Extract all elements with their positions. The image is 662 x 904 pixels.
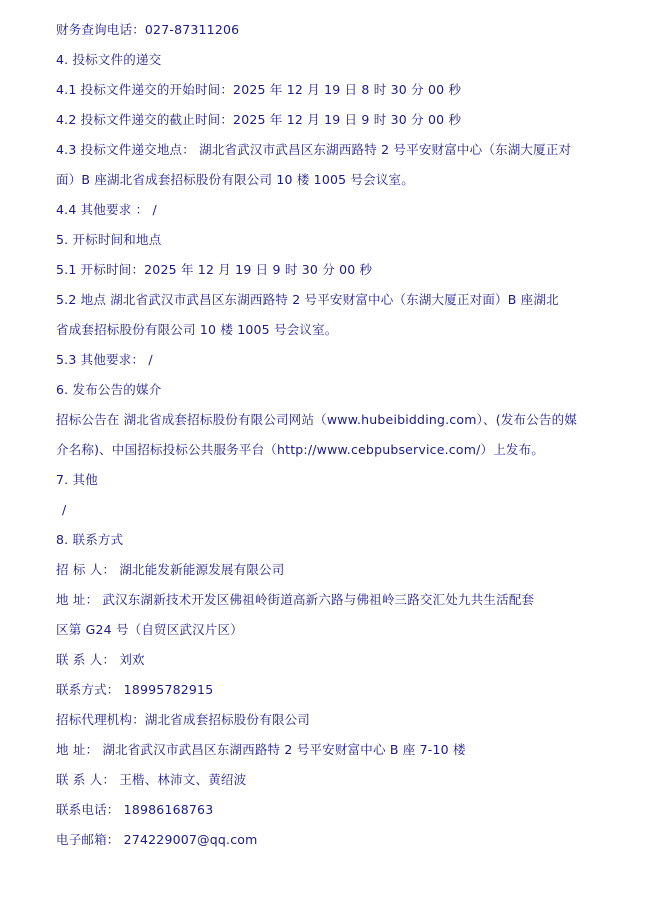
section-4-2-line: 4.2 投标文件递交的截止时间：2025 年 12 月 19 日 9 时 30 分 00 秒 (56, 112, 462, 127)
section-5-heading: 5. 开标时间和地点 (56, 232, 162, 247)
tenderer-phone-line: 联系方式： 18995782915 (56, 682, 214, 697)
section-4-4-line: 4.4 其他要求 ： / (56, 202, 157, 217)
section-6-line: 招标公告在 湖北省成套招标股份有限公司网站（www.hubeibidding.com）、(发布公告的媒 (56, 412, 578, 427)
section-4-heading: 4. 投标文件的递交 (56, 52, 162, 67)
tenderer-line: 招 标 人： 湖北能发新能源发展有限公司 (56, 562, 285, 577)
section-8-heading: 8. 联系方式 (56, 532, 124, 547)
section-4-3-line-cont: 面）B 座湖北省成套招标股份有限公司 10 楼 1005 号会议室。 (56, 172, 414, 187)
section-5-1-line: 5.1 开标时间：2025 年 12 月 19 日 9 时 30 分 00 秒 (56, 262, 373, 277)
finance-phone-line: 财务查询电话：027-87311206 (56, 22, 240, 37)
section-7-content: / (62, 502, 67, 517)
section-6-heading: 6. 发布公告的媒介 (56, 382, 162, 397)
section-4-3-line: 4.3 投标文件递交地点： 湖北省武汉市武昌区东湖西路特 2 号平安财富中心（东湖大厦正对 (56, 142, 572, 157)
agency-contact-line: 联 系 人： 王楷、林沛文、黄绍波 (56, 772, 247, 787)
section-6-line-cont: 介名称)、中国招标投标公共服务平台（http://www.cebpubservice.com/）上发布。 (56, 442, 545, 457)
agency-line: 招标代理机构：湖北省成套招标股份有限公司 (56, 712, 311, 727)
section-5-2-line-cont: 省成套招标股份有限公司 10 楼 1005 号会议室。 (56, 322, 338, 337)
section-5-2-line: 5.2 地点 湖北省武汉市武昌区东湖西路特 2 号平安财富中心（东湖大厦正对面）B 座湖北 (56, 292, 559, 307)
section-4-1-line: 4.1 投标文件递交的开始时间：2025 年 12 月 19 日 8 时 30 分 00 秒 (56, 82, 462, 97)
tenderer-address-line: 地 址： 武汉东湖新技术开发区佛祖岭街道高新六路与佛祖岭三路交汇处九共生活配套 (56, 592, 535, 607)
tenderer-contact-line: 联 系 人： 刘欢 (56, 652, 145, 667)
section-7-heading: 7. 其他 (56, 472, 98, 487)
agency-phone-line: 联系电话： 18986168763 (56, 802, 214, 817)
tenderer-address-line-cont: 区第 G24 号（自贸区武汉片区） (56, 622, 243, 637)
section-5-3-line: 5.3 其他要求： / (56, 352, 153, 367)
agency-email-line: 电子邮箱： 274229007@qq.com (56, 832, 258, 847)
agency-address-line: 地 址： 湖北省武汉市武昌区东湖西路特 2 号平安财富中心 B 座 7-10 楼 (56, 742, 466, 757)
